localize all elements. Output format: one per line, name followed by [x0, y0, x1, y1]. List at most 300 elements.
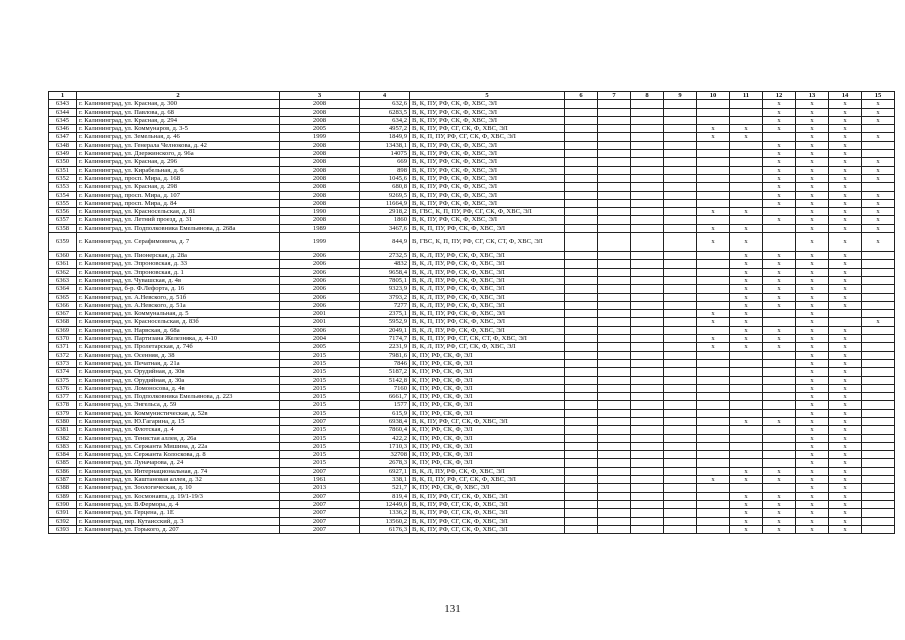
- mark-cell: [565, 310, 598, 318]
- mark-cell: x: [862, 233, 895, 252]
- works-cell: В, К, ПУ, РФ, СК, Ф, ХВС, ЭЛ: [410, 166, 565, 174]
- area-cell: 6283,5: [360, 108, 410, 116]
- mark-cell: x: [829, 166, 862, 174]
- mark-cell: [763, 409, 796, 417]
- works-cell: В, К, П, ПУ, РФ, СГ, СК, Ф, ХВС, ЭЛ: [410, 133, 565, 141]
- row-number: 6362: [49, 268, 77, 276]
- table-row: [49, 276, 895, 284]
- mark-cell: [631, 166, 664, 174]
- address-cell: г. Калининград, ул. Подполковника Емельянова, д. 223: [77, 393, 280, 401]
- works-cell: К, ПУ, РФ, СК, Ф, ЭЛ: [410, 442, 565, 450]
- mark-cell: [565, 285, 598, 293]
- mark-cell: [829, 310, 862, 318]
- mark-cell: x: [730, 467, 763, 475]
- row-number: 6381: [49, 426, 77, 434]
- mark-cell: [829, 318, 862, 326]
- mark-cell: [730, 368, 763, 376]
- mark-cell: [664, 500, 697, 508]
- year-cell: 2013: [280, 484, 360, 492]
- mark-cell: x: [796, 417, 829, 425]
- mark-cell: [697, 467, 730, 475]
- mark-cell: [763, 442, 796, 450]
- mark-cell: x: [796, 268, 829, 276]
- table-row: [49, 476, 895, 484]
- mark-cell: [631, 216, 664, 224]
- mark-cell: x: [730, 517, 763, 525]
- area-cell: 6938,4: [360, 417, 410, 425]
- mark-cell: [862, 525, 895, 533]
- mark-cell: [565, 384, 598, 392]
- table-row: [49, 208, 895, 216]
- area-cell: 14075: [360, 150, 410, 158]
- mark-cell: x: [829, 125, 862, 133]
- mark-cell: [697, 451, 730, 459]
- mark-cell: x: [796, 451, 829, 459]
- row-number: 6383: [49, 442, 77, 450]
- mark-cell: x: [829, 285, 862, 293]
- mark-cell: [565, 199, 598, 207]
- mark-cell: [598, 509, 631, 517]
- table-row: [49, 426, 895, 434]
- area-cell: 2678,3: [360, 459, 410, 467]
- mark-cell: [565, 191, 598, 199]
- address-cell: г. Калининград, ул. В.Фермора, д. 4: [77, 500, 280, 508]
- year-cell: 2007: [280, 492, 360, 500]
- mark-cell: x: [730, 509, 763, 517]
- mark-cell: [565, 476, 598, 484]
- mark-cell: [565, 409, 598, 417]
- mark-cell: [598, 426, 631, 434]
- address-cell: г. Калининград, ул. Печатная, д. 21а: [77, 359, 280, 367]
- header-row: [49, 92, 895, 100]
- mark-cell: [697, 191, 730, 199]
- mark-cell: [565, 368, 598, 376]
- mark-cell: [730, 401, 763, 409]
- mark-cell: [730, 376, 763, 384]
- address-cell: г. Калининград, ул. Коммунаров, д. 3-5: [77, 125, 280, 133]
- year-cell: 2015: [280, 393, 360, 401]
- mark-cell: [565, 326, 598, 334]
- mark-cell: [862, 451, 895, 459]
- year-cell: 2007: [280, 517, 360, 525]
- table-row: [49, 224, 895, 232]
- mark-cell: [664, 426, 697, 434]
- mark-cell: [697, 252, 730, 260]
- mark-cell: x: [862, 216, 895, 224]
- mark-cell: x: [763, 509, 796, 517]
- mark-cell: x: [763, 150, 796, 158]
- year-cell: 2005: [280, 343, 360, 351]
- mark-cell: [664, 335, 697, 343]
- mark-cell: [862, 141, 895, 149]
- mark-cell: [598, 260, 631, 268]
- mark-cell: x: [796, 434, 829, 442]
- table-row: [49, 459, 895, 467]
- mark-cell: [631, 260, 664, 268]
- mark-cell: [664, 442, 697, 450]
- mark-cell: [697, 116, 730, 124]
- mark-cell: x: [862, 318, 895, 326]
- mark-cell: [565, 459, 598, 467]
- year-cell: 2008: [280, 158, 360, 166]
- works-cell: В, К, Л, ПУ, РФ, СК, Ф, ХВС, ЭЛ: [410, 467, 565, 475]
- year-cell: 2007: [280, 500, 360, 508]
- mark-cell: [598, 335, 631, 343]
- mark-cell: [598, 484, 631, 492]
- mark-cell: x: [763, 335, 796, 343]
- mark-cell: [598, 343, 631, 351]
- row-number: 6391: [49, 509, 77, 517]
- mark-cell: [763, 368, 796, 376]
- address-cell: г. Калининград, ул. Орудийная, д. 30а: [77, 376, 280, 384]
- mark-cell: [697, 276, 730, 284]
- mark-cell: [631, 376, 664, 384]
- mark-cell: x: [730, 125, 763, 133]
- mark-cell: [697, 492, 730, 500]
- address-cell: г. Калининград, ул. Красная, д. 300: [77, 100, 280, 108]
- mark-cell: [862, 442, 895, 450]
- mark-cell: x: [697, 310, 730, 318]
- table-row: [49, 252, 895, 260]
- mark-cell: [565, 208, 598, 216]
- row-number: 6367: [49, 310, 77, 318]
- address-cell: г. Калининград, ул. Герцена, д. 1Е: [77, 509, 280, 517]
- area-cell: 13438,1: [360, 141, 410, 149]
- address-cell: г. Калининград, ул. Зоологическая, д. 10: [77, 484, 280, 492]
- mark-cell: [664, 368, 697, 376]
- year-cell: 2008: [280, 116, 360, 124]
- mark-cell: [697, 368, 730, 376]
- mark-cell: [598, 158, 631, 166]
- mark-cell: [565, 150, 598, 158]
- mark-cell: [763, 208, 796, 216]
- row-number: 6389: [49, 492, 77, 500]
- mark-cell: [862, 252, 895, 260]
- mark-cell: [598, 183, 631, 191]
- table-row: [49, 216, 895, 224]
- works-cell: В, К, ПУ, РФ, СК, Ф, ХВС, ЭЛ: [410, 216, 565, 224]
- table-row: [49, 141, 895, 149]
- mark-cell: x: [796, 426, 829, 434]
- mark-cell: x: [763, 517, 796, 525]
- row-number: 6350: [49, 158, 77, 166]
- year-cell: 2008: [280, 174, 360, 182]
- address-cell: г. Калининград, ул. Красная, д. 296: [77, 158, 280, 166]
- mark-cell: [697, 285, 730, 293]
- row-number: 6351: [49, 166, 77, 174]
- mark-cell: [664, 434, 697, 442]
- year-cell: 2006: [280, 268, 360, 276]
- year-cell: 2006: [280, 260, 360, 268]
- mark-cell: [862, 351, 895, 359]
- mark-cell: [598, 401, 631, 409]
- works-cell: К, ПУ, РФ, СК, Ф, ЭЛ: [410, 459, 565, 467]
- mark-cell: x: [730, 500, 763, 508]
- mark-cell: x: [796, 191, 829, 199]
- mark-cell: [730, 393, 763, 401]
- works-cell: К, ПУ, РФ, СК, Ф, ЭЛ: [410, 401, 565, 409]
- mark-cell: x: [730, 133, 763, 141]
- mark-cell: [631, 293, 664, 301]
- mark-cell: [598, 359, 631, 367]
- year-cell: 2015: [280, 376, 360, 384]
- mark-cell: [565, 343, 598, 351]
- mark-cell: x: [829, 183, 862, 191]
- mark-cell: x: [730, 208, 763, 216]
- column-header: 12: [763, 92, 796, 100]
- address-cell: г. Калининград, ул. Флотская, д. 4: [77, 426, 280, 434]
- mark-cell: [697, 434, 730, 442]
- address-cell: г. Калининград, ул. Пролетарская, д. 74б: [77, 343, 280, 351]
- mark-cell: [763, 384, 796, 392]
- mark-cell: x: [730, 260, 763, 268]
- mark-cell: [664, 293, 697, 301]
- mark-cell: [598, 442, 631, 450]
- address-cell: г. Калининград, ул. Ю.Гагарина, д. 15: [77, 417, 280, 425]
- mark-cell: [631, 500, 664, 508]
- mark-cell: x: [829, 500, 862, 508]
- mark-cell: [631, 310, 664, 318]
- mark-cell: [664, 191, 697, 199]
- row-number: 6382: [49, 434, 77, 442]
- mark-cell: x: [796, 310, 829, 318]
- mark-cell: x: [796, 393, 829, 401]
- works-cell: К, ПУ, РФ, СК, Ф, ЭЛ: [410, 393, 565, 401]
- row-number: 6366: [49, 301, 77, 309]
- mark-cell: [664, 351, 697, 359]
- mark-cell: [730, 351, 763, 359]
- mark-cell: x: [862, 199, 895, 207]
- mark-cell: x: [829, 252, 862, 260]
- mark-cell: [631, 108, 664, 116]
- address-cell: г. Калининград, ул. Павлова, д. 68: [77, 108, 280, 116]
- mark-cell: [664, 484, 697, 492]
- address-cell: г. Калининград, ул. Тенистая аллея, д. 26а: [77, 434, 280, 442]
- mark-cell: [598, 116, 631, 124]
- table-row: [49, 434, 895, 442]
- mark-cell: x: [730, 310, 763, 318]
- mark-cell: [730, 434, 763, 442]
- year-cell: 2015: [280, 459, 360, 467]
- mark-cell: x: [829, 216, 862, 224]
- mark-cell: [565, 509, 598, 517]
- year-cell: 2006: [280, 252, 360, 260]
- address-cell: г. Калининград, ул. Красносельская, д. 81: [77, 208, 280, 216]
- row-number: 6368: [49, 318, 77, 326]
- area-cell: 3793,2: [360, 293, 410, 301]
- table-row: [49, 417, 895, 425]
- year-cell: 2006: [280, 285, 360, 293]
- works-cell: В, К, П, ПУ, РФ, СГ, СК, Ф, ХВС, ЭЛ: [410, 476, 565, 484]
- mark-cell: [565, 268, 598, 276]
- mark-cell: [598, 517, 631, 525]
- mark-cell: [664, 125, 697, 133]
- mark-cell: [598, 133, 631, 141]
- mark-cell: [730, 484, 763, 492]
- mark-cell: x: [763, 252, 796, 260]
- mark-cell: [664, 409, 697, 417]
- mark-cell: [631, 252, 664, 260]
- mark-cell: [565, 133, 598, 141]
- mark-cell: x: [763, 260, 796, 268]
- year-cell: 2015: [280, 434, 360, 442]
- mark-cell: [598, 301, 631, 309]
- area-cell: 6927,1: [360, 467, 410, 475]
- mark-cell: x: [796, 343, 829, 351]
- mark-cell: [730, 158, 763, 166]
- mark-cell: [697, 326, 730, 334]
- mark-cell: [631, 199, 664, 207]
- mark-cell: [763, 459, 796, 467]
- row-number: 6348: [49, 141, 77, 149]
- year-cell: 2015: [280, 368, 360, 376]
- mark-cell: [598, 351, 631, 359]
- works-cell: К, ПУ, РФ, СК, Ф, ЭЛ: [410, 368, 565, 376]
- works-cell: К, ПУ, РФ, СК, Ф, ЭЛ: [410, 384, 565, 392]
- mark-cell: x: [763, 343, 796, 351]
- mark-cell: [862, 301, 895, 309]
- table-row: [49, 233, 895, 252]
- address-cell: г. Калининград, ул. Интернациональная, д. 74: [77, 467, 280, 475]
- address-cell: г. Калининград, ул. Нарвская, д. 68а: [77, 326, 280, 334]
- mark-cell: [862, 310, 895, 318]
- table-row: [49, 393, 895, 401]
- mark-cell: [631, 276, 664, 284]
- mark-cell: [631, 343, 664, 351]
- column-header: 15: [862, 92, 895, 100]
- works-cell: В, К, Л, ПУ, РФ, СК, Ф, ХВС, ЭЛ: [410, 293, 565, 301]
- mark-cell: [730, 442, 763, 450]
- mark-cell: [664, 199, 697, 207]
- mark-cell: x: [796, 158, 829, 166]
- address-cell: г. Калининград, ул. Летний проезд, д. 31: [77, 216, 280, 224]
- mark-cell: [664, 252, 697, 260]
- works-cell: В, К, ПУ, РФ, СК, Ф, ХВС, ЭЛ: [410, 150, 565, 158]
- mark-cell: [862, 500, 895, 508]
- mark-cell: x: [763, 183, 796, 191]
- mark-cell: [631, 318, 664, 326]
- mark-cell: [598, 252, 631, 260]
- mark-cell: [697, 158, 730, 166]
- works-cell: В, К, ПУ, РФ, СК, Ф, ХВС, ЭЛ: [410, 183, 565, 191]
- mark-cell: x: [796, 335, 829, 343]
- mark-cell: x: [697, 343, 730, 351]
- mark-cell: [664, 476, 697, 484]
- mark-cell: [565, 484, 598, 492]
- mark-cell: [565, 351, 598, 359]
- mark-cell: [631, 476, 664, 484]
- mark-cell: x: [730, 417, 763, 425]
- mark-cell: x: [796, 525, 829, 533]
- year-cell: 2008: [280, 150, 360, 158]
- mark-cell: [730, 183, 763, 191]
- mark-cell: x: [697, 233, 730, 252]
- table-row: [49, 174, 895, 182]
- mark-cell: [664, 285, 697, 293]
- table-row: [49, 451, 895, 459]
- mark-cell: [862, 476, 895, 484]
- mark-cell: [730, 108, 763, 116]
- mark-cell: [631, 233, 664, 252]
- mark-cell: [565, 141, 598, 149]
- works-cell: В, К, ПУ, РФ, СГ, СК, Ф, ХВС, ЭЛ: [410, 125, 565, 133]
- mark-cell: [565, 233, 598, 252]
- table-row: [49, 191, 895, 199]
- area-cell: 1336,2: [360, 509, 410, 517]
- row-number: 6390: [49, 500, 77, 508]
- mark-cell: [565, 434, 598, 442]
- works-cell: В, К, П, ПУ, РФ, СК, Ф, ХВС, ЭЛ: [410, 224, 565, 232]
- mark-cell: x: [763, 417, 796, 425]
- year-cell: 2015: [280, 426, 360, 434]
- mark-cell: [664, 166, 697, 174]
- year-cell: 2015: [280, 351, 360, 359]
- column-header: 9: [664, 92, 697, 100]
- table-row: [49, 484, 895, 492]
- area-cell: 32708: [360, 451, 410, 459]
- address-cell: г. Калининград, ул. Коммунальная, д. 5: [77, 310, 280, 318]
- works-cell: В, К, ПУ, РФ, СК, Ф, ХВС, ЭЛ: [410, 116, 565, 124]
- mark-cell: x: [763, 476, 796, 484]
- mark-cell: [565, 376, 598, 384]
- mark-cell: [598, 233, 631, 252]
- mark-cell: [565, 116, 598, 124]
- mark-cell: x: [796, 492, 829, 500]
- mark-cell: [763, 351, 796, 359]
- mark-cell: [763, 318, 796, 326]
- area-cell: 1860: [360, 216, 410, 224]
- mark-cell: x: [829, 100, 862, 108]
- mark-cell: x: [829, 268, 862, 276]
- mark-cell: [697, 216, 730, 224]
- row-number: 6380: [49, 417, 77, 425]
- works-cell: В, К, ПУ, РФ, СК, Ф, ХВС, ЭЛ: [410, 191, 565, 199]
- mark-cell: [862, 393, 895, 401]
- mark-cell: x: [829, 442, 862, 450]
- mark-cell: x: [829, 426, 862, 434]
- row-number: 6370: [49, 335, 77, 343]
- table-row: [49, 335, 895, 343]
- row-number: 6356: [49, 208, 77, 216]
- mark-cell: x: [730, 318, 763, 326]
- address-cell: г. Калининград, просп. Мира, д. 84: [77, 199, 280, 207]
- mark-cell: [664, 216, 697, 224]
- mark-cell: x: [796, 100, 829, 108]
- mark-cell: [664, 260, 697, 268]
- mark-cell: [664, 310, 697, 318]
- mark-cell: [565, 252, 598, 260]
- address-cell: г. Калининград, ул. Чувашская, д. 4в: [77, 276, 280, 284]
- mark-cell: [565, 174, 598, 182]
- area-cell: 898: [360, 166, 410, 174]
- mark-cell: x: [796, 276, 829, 284]
- mark-cell: [730, 451, 763, 459]
- row-number: 6369: [49, 326, 77, 334]
- mark-cell: [697, 108, 730, 116]
- row-number: 6374: [49, 368, 77, 376]
- row-number: 6357: [49, 216, 77, 224]
- mark-cell: [631, 492, 664, 500]
- mark-cell: [565, 359, 598, 367]
- mark-cell: x: [796, 166, 829, 174]
- mark-cell: x: [796, 442, 829, 450]
- mark-cell: [598, 451, 631, 459]
- mark-cell: x: [862, 224, 895, 232]
- mark-cell: x: [796, 150, 829, 158]
- table-row: [49, 100, 895, 108]
- mark-cell: [664, 384, 697, 392]
- year-cell: 2008: [280, 191, 360, 199]
